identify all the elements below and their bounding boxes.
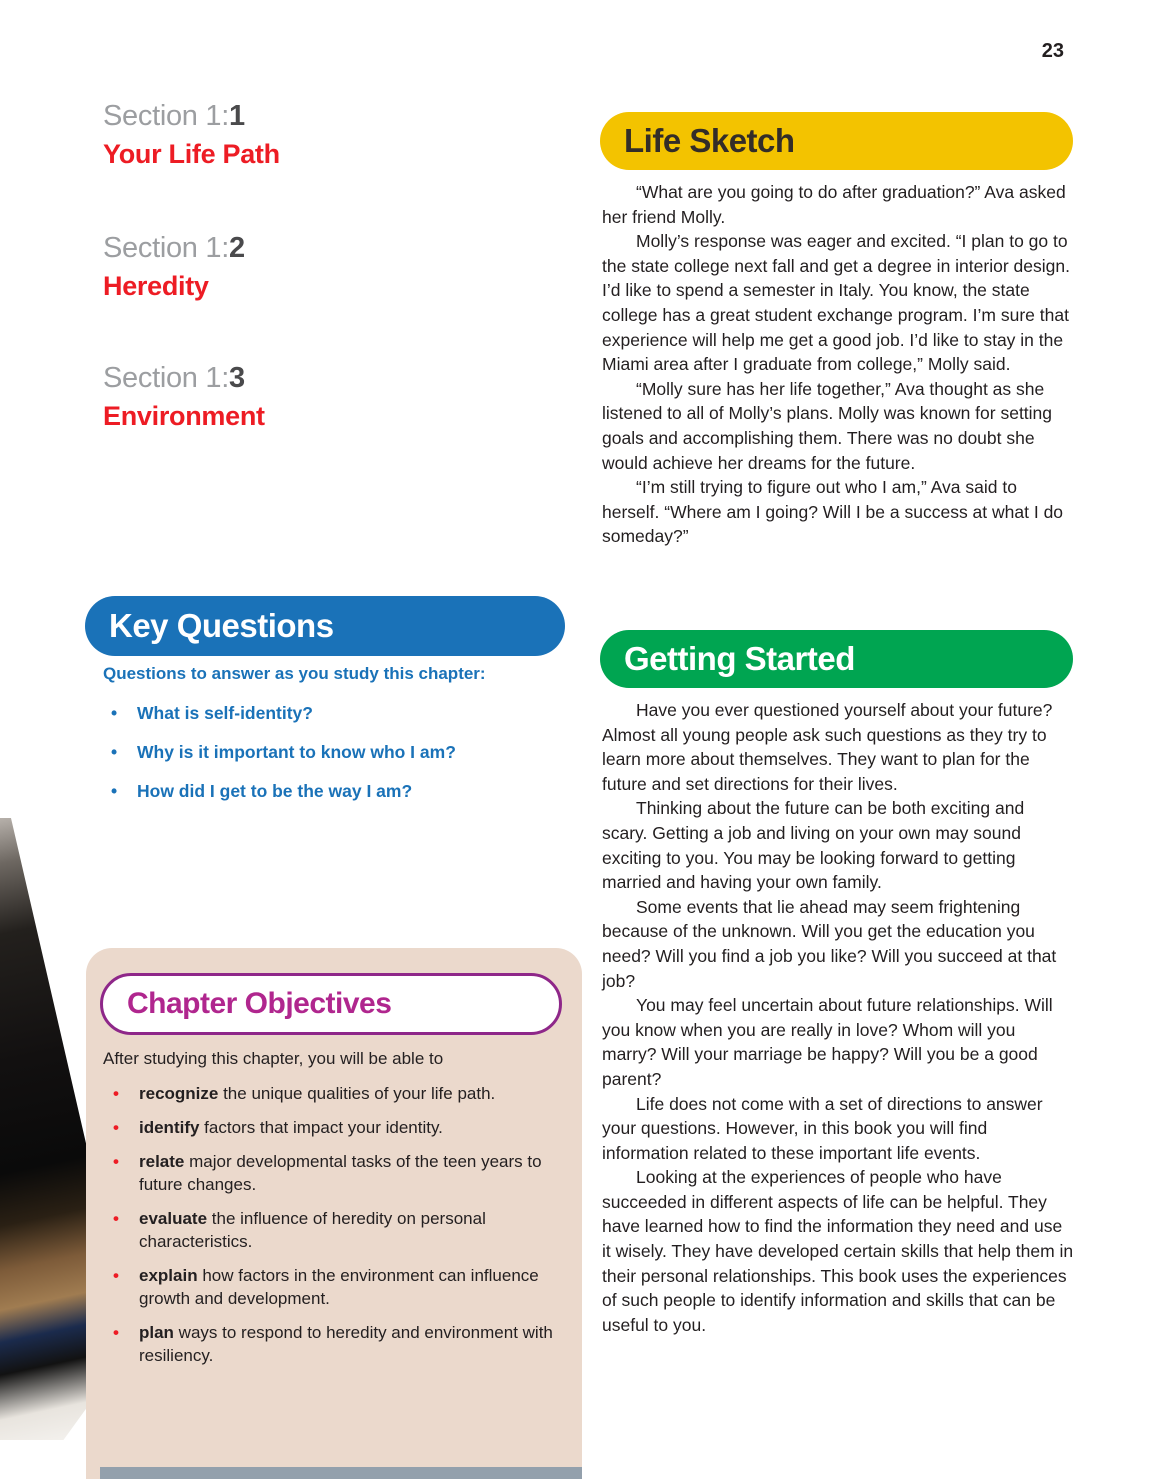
toc-item-1 — [103, 100, 533, 170]
objective-text: major developmental tasks of the teen years to future changes. — [139, 1152, 542, 1194]
paragraph: Have you ever questioned yourself about your future? Almost all young people ask such questions as they try to learn more about themselves. They want to plan for the future and set directions for their lives. — [602, 700, 1053, 794]
chapter-objectives-body — [103, 1048, 565, 1378]
list-item — [103, 702, 565, 724]
paragraph: Thinking about the future can be both exciting and scary. Getting a job and living on your own may sound exciting to you. You may be looking forward to getting married and having your own family. — [602, 798, 1025, 893]
bullet-icon: • — [113, 1118, 119, 1137]
list-item — [103, 741, 565, 763]
bullet-icon: • — [113, 1209, 119, 1228]
paragraph: “I’m still trying to figure out who I am,” Ava said to herself. “Where am I going? Will I be a success at what I do someday?” — [602, 477, 1064, 547]
life-sketch-title: Life Sketch — [624, 122, 795, 159]
key-questions-banner — [85, 596, 565, 656]
chapter-objectives-banner — [100, 973, 562, 1035]
list-item — [103, 1264, 565, 1310]
paragraph: Some events that lie ahead may seem frightening because of the unknown. Will you get the education you need? Will you find a job you like? Will you succeed at that job? — [602, 896, 1057, 991]
section-title: Heredity — [103, 271, 209, 301]
paragraph: “What are you going to do after graduation?” Ava asked her friend Molly. — [602, 182, 1066, 227]
objective-text: the influence of heredity on personal characteristics. — [139, 1209, 486, 1251]
question-text: What is self-identity? — [137, 703, 313, 723]
list-item — [103, 1321, 565, 1367]
section-prefix: Section 1: — [103, 100, 229, 132]
bullet-icon: • — [111, 742, 118, 762]
objective-text: factors that impact your identity. — [199, 1118, 443, 1137]
objective-verb: identify — [139, 1118, 200, 1137]
key-questions-intro: Questions to answer as you study this chapter: — [103, 664, 486, 683]
objective-text: how factors in the environment can influence growth and development. — [139, 1266, 539, 1308]
objective-verb: recognize — [139, 1084, 219, 1103]
bullet-icon: • — [111, 703, 118, 723]
key-questions-list — [103, 702, 565, 819]
getting-started-text — [602, 698, 1074, 1337]
paragraph: Looking at the experiences of people who have succeeded in different aspects of life can be helpful. They have learned how to find the information they need and use it wisely. They have developed certain skills that help them in their personal relationships. This book uses the experiences of such people to identify information and skills that can be useful to you. — [602, 1167, 1074, 1335]
chapter-objectives-title: Chapter Objectives — [127, 987, 392, 1020]
life-sketch-banner — [600, 112, 1073, 170]
section-label — [103, 362, 533, 395]
key-questions-title: Key Questions — [109, 607, 334, 644]
list-item — [103, 1082, 565, 1105]
toc-item-3 — [103, 362, 533, 432]
paragraph: You may feel uncertain about future relationships. Will you know when you are really in love? Whom will you marry? Will your marriage be happy? Will you be a good parent? — [602, 995, 1053, 1089]
paragraph: “Molly sure has her life together,” Ava thought as she listened to all of Molly’s plans. Molly was known for setting goals and accomplishing them. There was no doubt she would achieve her dreams for the future. — [602, 378, 1053, 473]
list-item — [103, 1150, 565, 1196]
page-number: 23 — [1041, 40, 1064, 62]
section-title: Environment — [103, 401, 265, 431]
section-number: 3 — [228, 362, 245, 394]
section-label — [103, 100, 533, 133]
getting-started-title: Getting Started — [624, 640, 855, 677]
page-bottom-strip — [100, 1467, 582, 1479]
objective-verb: explain — [139, 1266, 198, 1285]
getting-started-banner — [600, 630, 1073, 688]
objective-verb: plan — [139, 1323, 174, 1342]
bullet-icon: • — [113, 1084, 119, 1103]
section-number: 1 — [228, 100, 245, 132]
objective-text: ways to respond to heredity and environment with resiliency. — [139, 1323, 553, 1365]
toc-item-2 — [103, 232, 533, 302]
paragraph: Life does not come with a set of directions to answer your questions. However, in this book you will find information related to these important life events. — [602, 1093, 1043, 1163]
list-item — [103, 1207, 565, 1253]
life-sketch-text — [602, 180, 1074, 549]
bullet-icon: • — [113, 1323, 119, 1342]
list-item — [103, 780, 565, 802]
section-prefix: Section 1: — [103, 232, 229, 264]
section-number: 2 — [228, 232, 245, 264]
section-prefix: Section 1: — [103, 362, 229, 394]
bullet-icon: • — [111, 781, 118, 801]
bullet-icon: • — [113, 1152, 119, 1171]
question-text: How did I get to be the way I am? — [137, 781, 413, 801]
paragraph: Molly’s response was eager and excited. “I plan to go to the state college next fall and get a degree in interior design. I’d like to spend a semester in Italy. You know, the state college has a great student exchange program. I’m sure that experience will help me get a good job. I’d like to stay in the Miami area after I graduate from college,” Molly said. — [602, 231, 1070, 375]
list-item — [103, 1116, 565, 1139]
objective-text: the unique qualities of your life path. — [218, 1084, 496, 1103]
objective-verb: relate — [139, 1152, 185, 1171]
question-text: Why is it important to know who I am? — [137, 742, 456, 762]
section-title: Your Life Path — [103, 139, 280, 169]
objective-verb: evaluate — [139, 1209, 208, 1228]
section-label — [103, 232, 533, 265]
chapter-objectives-intro: After studying this chapter, you will be able to — [103, 1049, 444, 1068]
bullet-icon: • — [113, 1266, 119, 1285]
